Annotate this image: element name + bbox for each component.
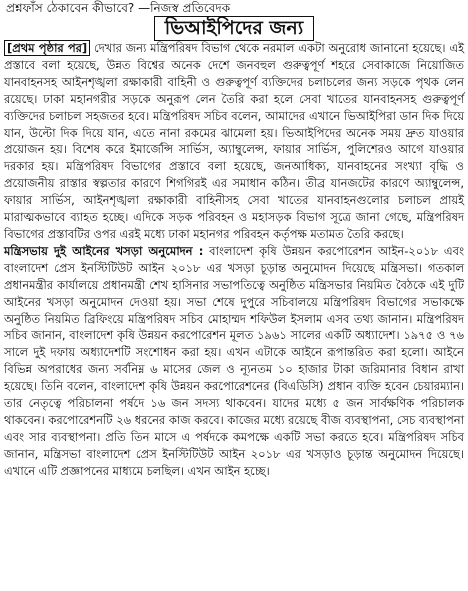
paragraph-1-text: দেখার জন্য মন্ত্রিপরিষদ বিভাগ থেকে নরমাল একটা অনুরোধ জানানো হয়েছে। এই প্রস্তাবে বলা হয়েছে, উন্নত বিশ্বের অনেক দেশে জনবহুল গুরুত্বপূর্ণ শহরে সেবাকাজে নিয়োজিত যানবাহনসহ আইনশৃঙ্খলা রক্ষাকারী বাহিনী ও গুরুত্বপূর্ণ ব্যক্তিদের চলাচলের জন্য সড়কে পৃথক লেন রয়েছে। ঢাকা মহানগরীর সড়কে অনুরূপ লেন তৈরি করা হলে সেবা খাতের যানবাহনসহ গুরুত্বপূর্ণ ব্যক্তিদের চলাচল সহজতর হবে। মন্ত্রিপরিষদ সচিব বলেন, আমাদের এখানে ভিআইপিরা ডান দিক দিয়ে যান, উল্টো দিক দিয়ে যান, এতে নানা রকমের ঝামেলা হয়। ভিআইপিদের অনেক সময় দ্রুত যাওয়ার প্রয়োজন হয়। বিশেষ করে ইমার্জেন্সি সার্ভিস, অ্যাম্বুলেন্স, ফায়ার সার্ভিস, পুলিশেরও আগে যাওয়ার দরকার হয়। মন্ত্রিপরিষদ বিভাগের প্রস্তাবে বলা হয়েছে, জনআধিক্য, যানবাহনের সংখ্যা বৃদ্ধি ও প্রয়োজনীয় রাস্তার স্বল্পতার কারণে শিগগিরই এর সমাধান কঠিন। তীব্র যানজটের কারণে অ্যাম্বুলেন্স, ফায়ার সার্ভিস, আইনশৃঙ্খলা রক্ষাকারী বাহিনীসহ সেবা খাতের যানবাহনগুলোর চলাচল প্রায়ই মারাত্মকভাবে ব্যাহত হচ্ছে। এদিকে সড়ক পরিবহন ও মহাসড়ক বিভাগ সূত্রে জানা গেছে, মন্ত্রিপরিষদ বিভাগের প্রস্তাবটির ওপর এরই মধ্যে ঢাকা মহানগর পরিবহন কর্তৃপক্ষ মতামত তৈরি করছে। <box>4 41 465 241</box>
headline: ভিআইপিদের জন্য <box>154 16 315 41</box>
paragraph-2-text: বাংলাদেশ কৃষি উন্নয়ন করপোরেশন আইন-২০১৮ এবং বাংলাদেশ প্রেস ইনস্টিটিউট আইন ২০১৮ এর খসড়া চূড়ান্ত অনুমোদন দিয়েছে মন্ত্রিসভা। গতকাল প্রধানমন্ত্রীর কার্যালয়ে প্রধানমন্ত্রী শেখ হাসিনার সভাপতিত্বে অনুষ্ঠিত মন্ত্রিসভার নিয়মিত বৈঠকে এই দুটি আইনের খসড়া অনুমোদন দেওয়া হয়। সভা শেষে দুপুরে সচিবালয়ে মন্ত্রিপরিষদ বিভাগের সভাকক্ষে অনুষ্ঠিত নিয়মিত ব্রিফিংয়ে মন্ত্রিপরিষদ সচিব মোহাম্মদ শফিউল ইসলাম এসব তথ্য জানান। মন্ত্রিপরিষদ সচিব জানান, বাংলাদেশ কৃষি উন্নয়ন করপোরেশন মূলত ১৯৬১ সালের একটি অধ্যাদেশ। ১৯৭৫ ও ৭৬ সালে দুই দফায় অধ্যাদেশটি সংশোধন করা হয়। এখন এটাকে আইনে রূপান্তরিত করা হলো। আইনে বিভিন্ন অপরাধের জন্য সর্বনিম্ন ৬ মাসের জেল ও ন্যূনতম ১০ হাজার টাকা জরিমানার বিধান রাখা হয়েছে। তিনি বলেন, বাংলাদেশ কৃষি উন্নয়ন করপোরেশনের (বিএডিসি) প্রধান ব্যক্তি হবেন চেয়ারম্যান। তার নেতৃত্বে পরিচালনা পর্ষদে ১৬ জন সদস্য থাকবেন। যাদের মধ্যে ৫ জন সার্বক্ষণিক পরিচালক থাকবেন। করপোরেশনটি ২৬ ধরনের কাজ করবে। কাজের মধ্যে রয়েছে বীজ ব্যবস্থাপনা, সেচ ব্যবস্থাপনা এবং সার ব্যবস্থাপনা। প্রতি তিন মাসে এ পর্ষদকে কমপক্ষে একটি সভা করতে হবে। মন্ত্রিপরিষদ সচিব জানান, মন্ত্রিসভা বাংলাদেশ প্রেস ইনস্টিটিউট আইন ২০১৮ এর খসড়াও চূড়ান্ত অনুমোদন দিয়েছে। এখানে এটি প্রজ্ঞাপনের মাধ্যমে চলছিল। এখন আইন হচ্ছে। <box>4 243 464 478</box>
kicker-line: প্রশ্নফাঁস ঠেকাবেন কীভাবে? —নিজস্ব প্রতিবেদক <box>6 1 231 15</box>
paragraph-2 <box>4 243 464 480</box>
continuation-label: [প্রথম পৃষ্ঠার পর] <box>4 40 90 56</box>
subheading-cabinet-laws: মন্ত্রিসভায় দুই আইনের খসড়া অনুমোদন : <box>4 243 204 258</box>
headline-container <box>4 16 464 40</box>
article-body <box>4 40 464 480</box>
paragraph-1 <box>4 40 464 243</box>
